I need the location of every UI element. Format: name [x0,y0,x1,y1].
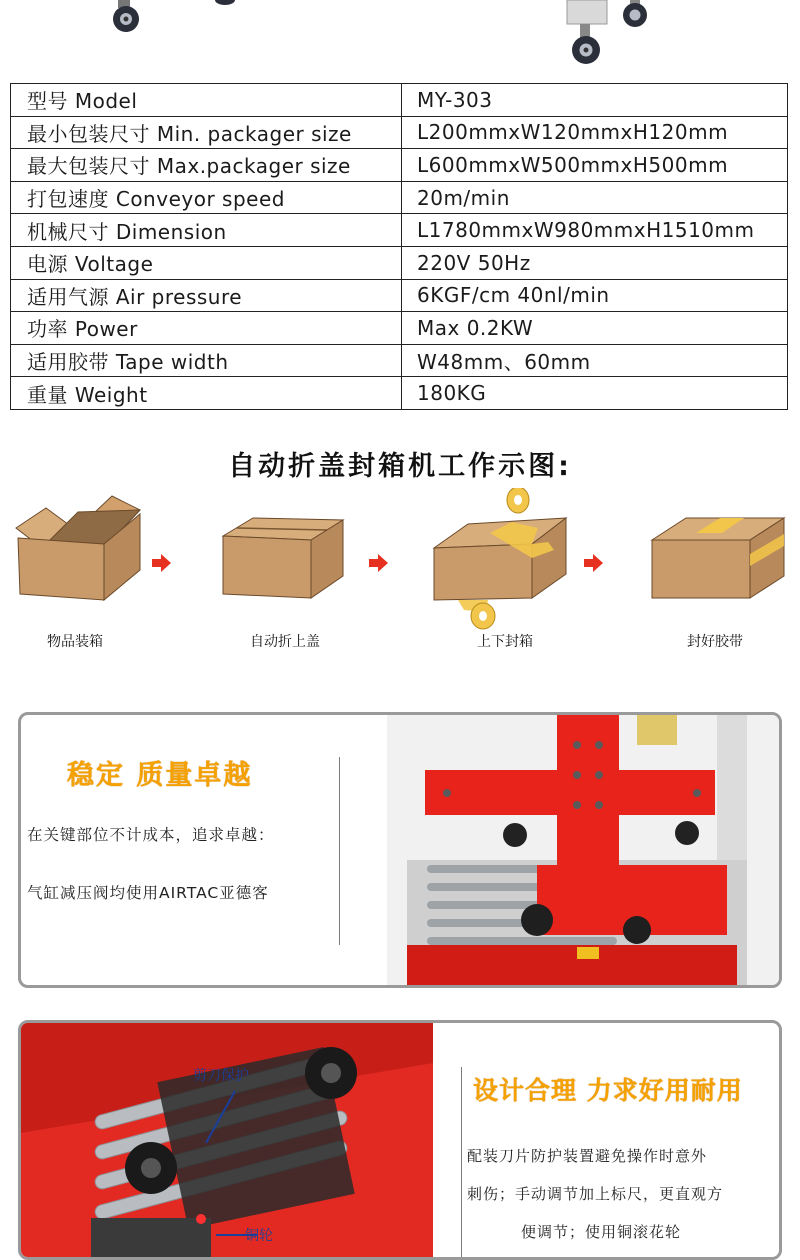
feature-text: 气缸减压阀均使用AIRTAC亚德客 [27,884,269,902]
taping-carton-icon [428,488,598,648]
feature-title: 设计合理 力求好用耐用 [473,1076,743,1105]
machine-wheels-photo [0,0,800,78]
step-sealed-carton [648,488,800,648]
spec-label: 机械尺寸 Dimension [11,214,402,247]
spec-label: 功率 Power [11,312,402,345]
spec-label: 适用气源 Air pressure [11,279,402,312]
step-folded-carton [215,488,385,648]
right-arrow-icon [150,552,172,578]
spec-value: MY-303 [402,84,788,117]
table-row [11,344,788,377]
feature-title: 稳定 质量卓越 [67,760,253,791]
spec-label: 电源 Voltage [11,246,402,279]
spec-value: W48mm、60mm [402,344,788,377]
feature-text: 便调节；使用铜滚花轮 [521,1223,682,1241]
spec-label: 重量 Weight [11,377,402,410]
step-label: 物品装箱 [47,634,103,650]
feature-text: 配装刀片防护装置避免操作时意外 [467,1147,708,1165]
table-row [11,181,788,214]
table-row [11,214,788,247]
spec-value: 220V 50Hz [402,246,788,279]
spec-table [10,83,788,410]
step-taping-carton [428,488,598,648]
divider [461,1067,462,1260]
table-row [11,246,788,279]
step-label: 自动折上盖 [250,634,320,650]
step-label: 封好胶带 [687,634,743,650]
table-row [11,116,788,149]
spec-label: 型号 Model [11,84,402,117]
right-arrow-icon [582,552,604,578]
feature-text: 在关键部位不计成本，追求卓越： [27,826,275,844]
spec-label: 打包速度 Conveyor speed [11,181,402,214]
right-arrow-icon [367,552,389,578]
spec-value: L600mmxW500mmxH500mm [402,149,788,182]
feature-text: 刺伤；手动调节加上标尺，更直观方 [467,1185,724,1203]
step-label: 上下封箱 [477,634,533,650]
spec-value: 180KG [402,377,788,410]
spec-label: 最小包装尺寸 Min. packager size [11,116,402,149]
cutter-guard-photo [21,1023,433,1260]
feature-panel-quality [18,712,782,988]
workflow-title: 自动折盖封箱机工作示图: [228,451,572,482]
spec-label: 适用胶带 Tape width [11,344,402,377]
table-row [11,377,788,410]
sealed-carton-icon [648,488,798,618]
table-row [11,84,788,117]
callout-cutter-guard: 剪刀保护 [193,1068,249,1084]
spec-value: 20m/min [402,181,788,214]
spec-value: Max 0.2KW [402,312,788,345]
machine-closeup-photo [387,715,782,988]
spec-value: L1780mmxW980mmxH1510mm [402,214,788,247]
folded-carton-icon [215,488,385,618]
table-row [11,312,788,345]
table-row [11,279,788,312]
feature-panel-design [18,1020,782,1260]
spec-value: 6KGF/cm 40nl/min [402,279,788,312]
spec-label: 最大包装尺寸 Max.packager size [11,149,402,182]
spec-value: L200mmxW120mmxH120mm [402,116,788,149]
table-row [11,149,788,182]
callout-copper-wheel: 铜轮 [245,1228,273,1244]
divider [339,757,340,945]
